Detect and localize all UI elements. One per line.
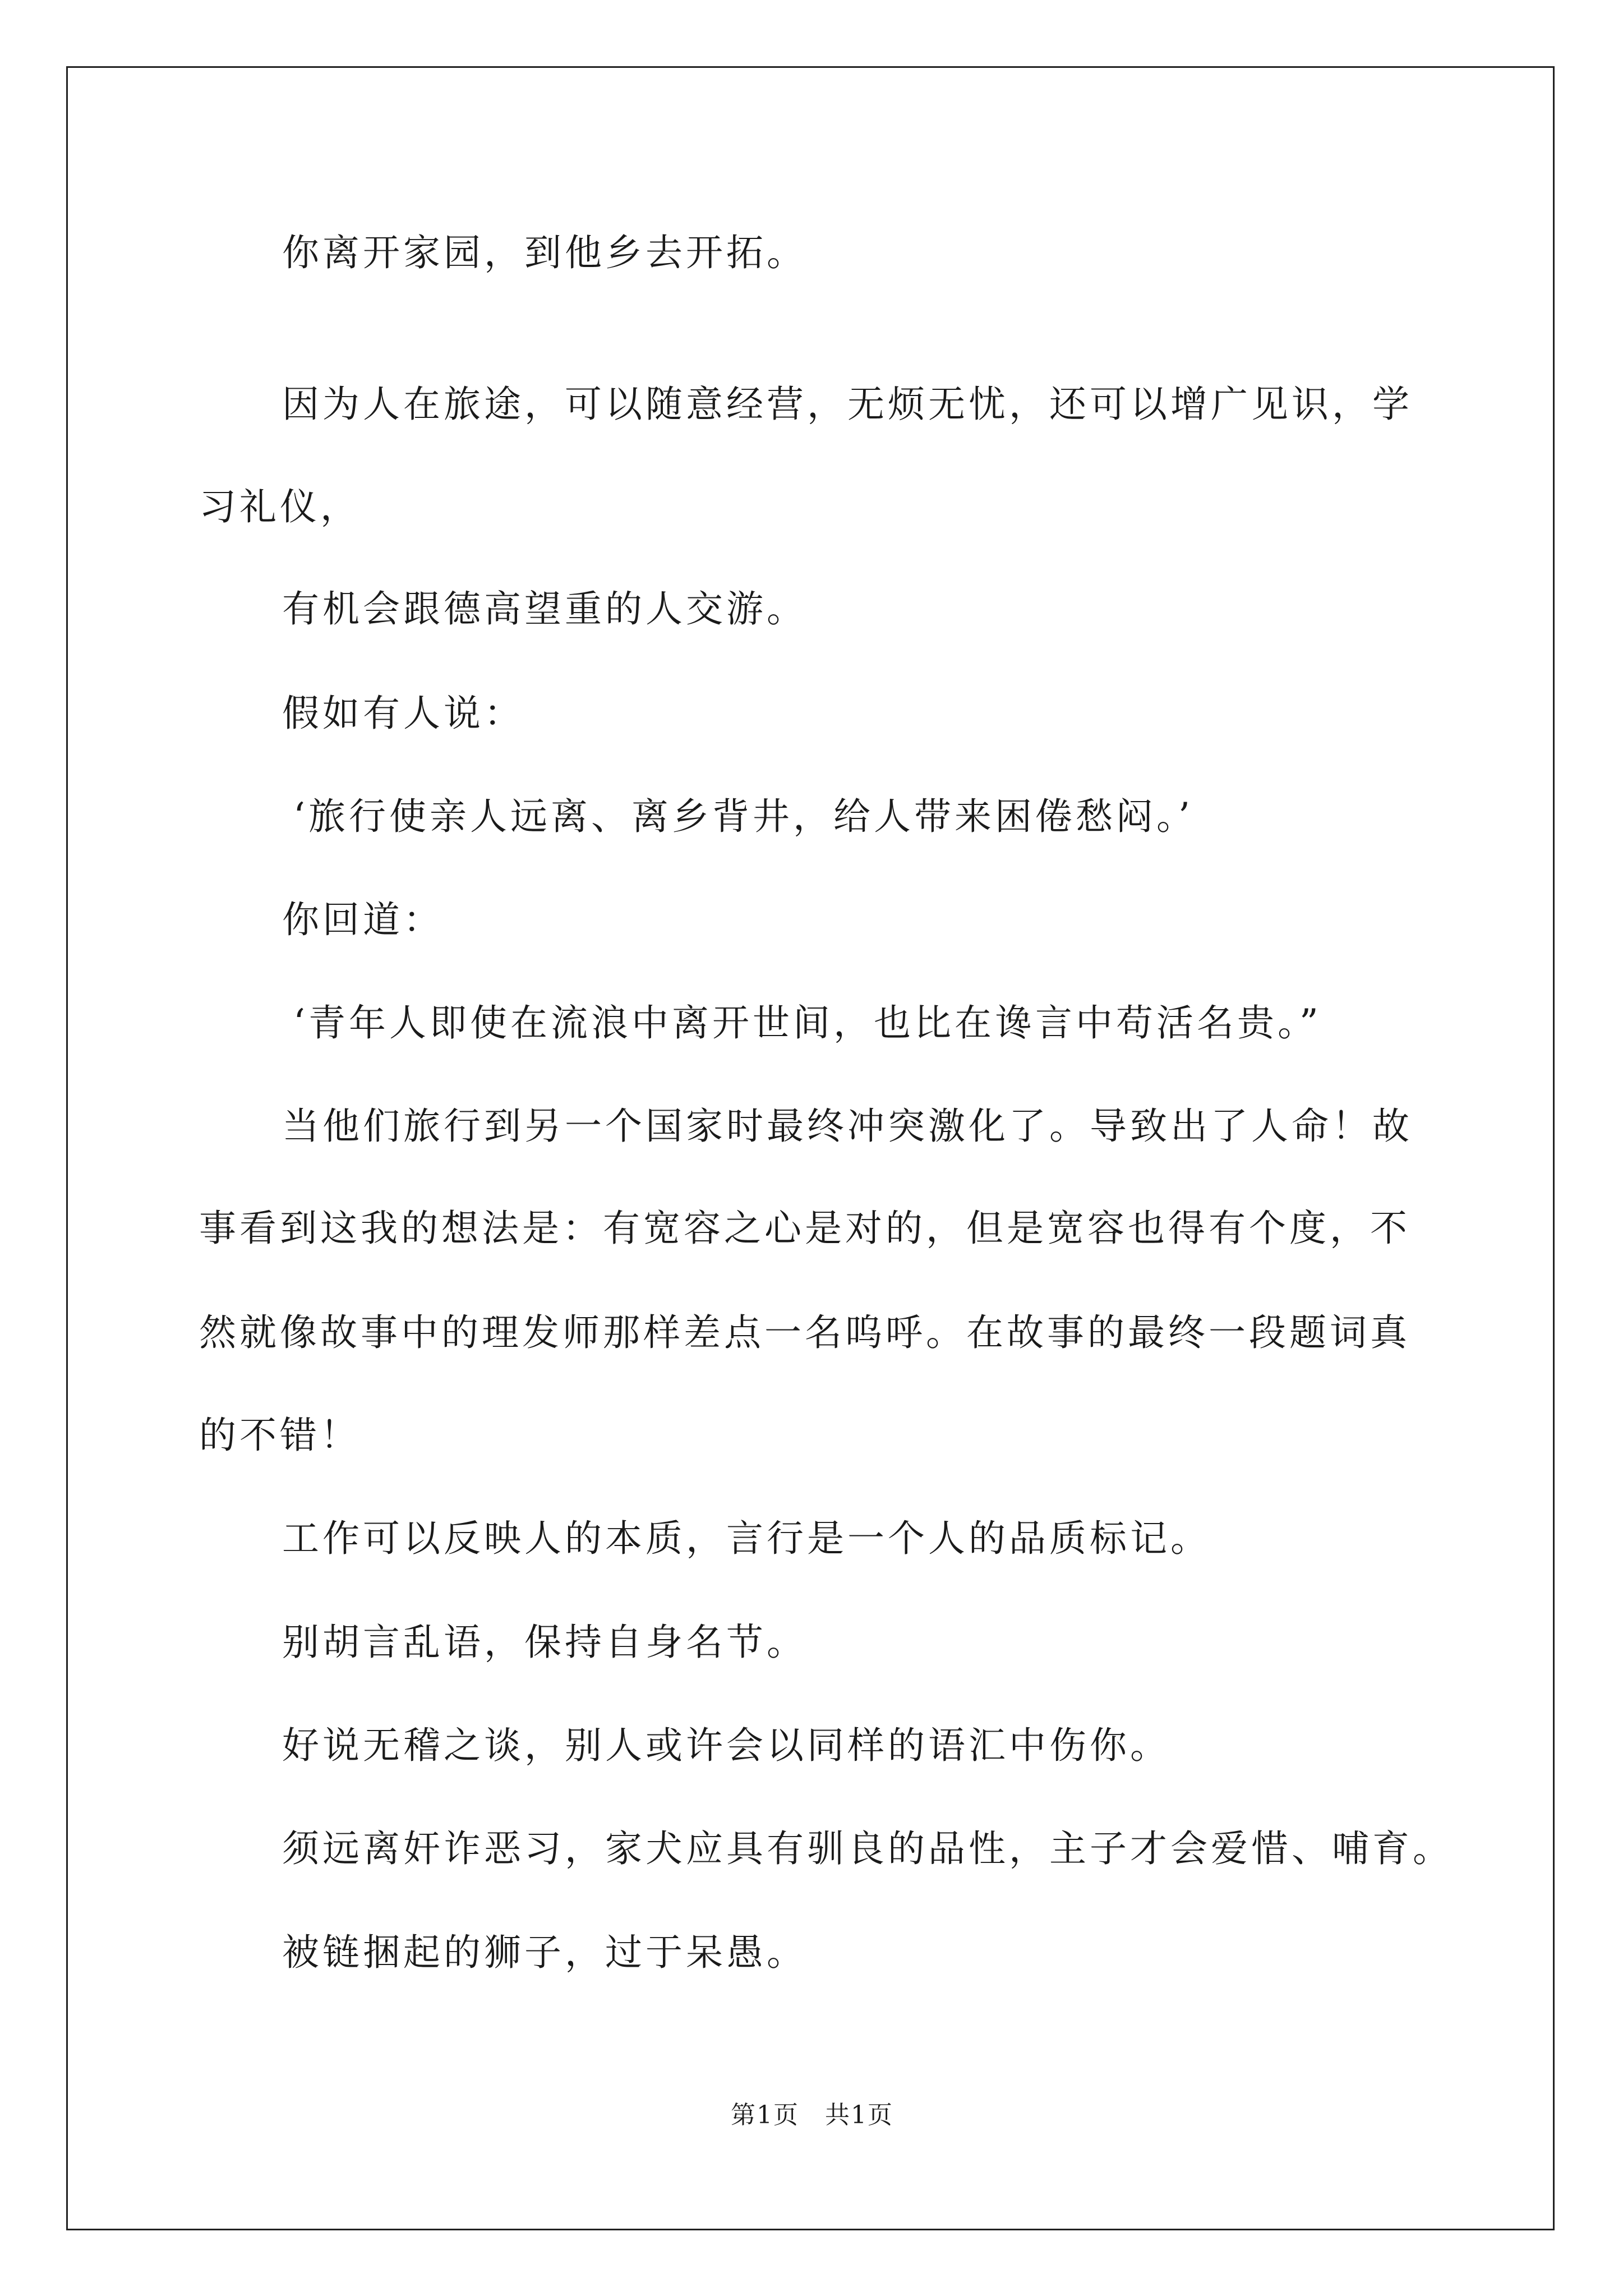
paragraph-line: 别胡言乱语，保持自身名节。 xyxy=(282,1621,807,1664)
paragraph-line: 的不错！ xyxy=(199,1414,361,1457)
paragraph-line: 事看到这我的想法是：有宽容之心是对的，但是宽容也得有个度，不 xyxy=(199,1207,1410,1250)
page-footer: 第1页 共1页 xyxy=(731,2101,893,2129)
paragraph-line: 假如有人说： xyxy=(282,692,524,735)
paragraph-line: 有机会跟德高望重的人交游。 xyxy=(282,587,807,631)
paragraph-line: ‘青年人即使在流浪中离开世间，也比在谗言中苟活名贵。” xyxy=(293,1001,1322,1045)
paragraph-line: 须远离奸诈恶习，家犬应具有驯良的品性，主子才会爱惜、哺育。 xyxy=(282,1827,1453,1870)
paragraph-line: 你回道： xyxy=(282,898,444,941)
paragraph-line: 你离开家园，到他乡去开拓。 xyxy=(282,231,807,274)
paragraph-line: 当他们旅行到另一个国家时最终冲突激化了。导致出了人命！故 xyxy=(282,1105,1413,1148)
paragraph-line: 工作可以反映人的本质，言行是一个人的品质标记。 xyxy=(282,1517,1211,1560)
page-frame xyxy=(66,66,1555,2230)
paragraph-line: ‘旅行使亲人远离、离乡背井，给人带来困倦愁闷。’ xyxy=(293,795,1193,838)
paragraph-line: 好说无稽之谈，别人或许会以同样的语汇中伤你。 xyxy=(282,1724,1170,1767)
paragraph-line: 因为人在旅途，可以随意经营，无烦无忧，还可以增广见识，学 xyxy=(282,383,1413,426)
paragraph-line: 然就像故事中的理发师那样差点一名呜呼。在故事的最终一段题词真 xyxy=(199,1311,1410,1354)
paragraph-line: 习礼仪， xyxy=(199,485,361,528)
paragraph-line: 被链捆起的狮子，过于呆愚。 xyxy=(282,1931,807,1974)
